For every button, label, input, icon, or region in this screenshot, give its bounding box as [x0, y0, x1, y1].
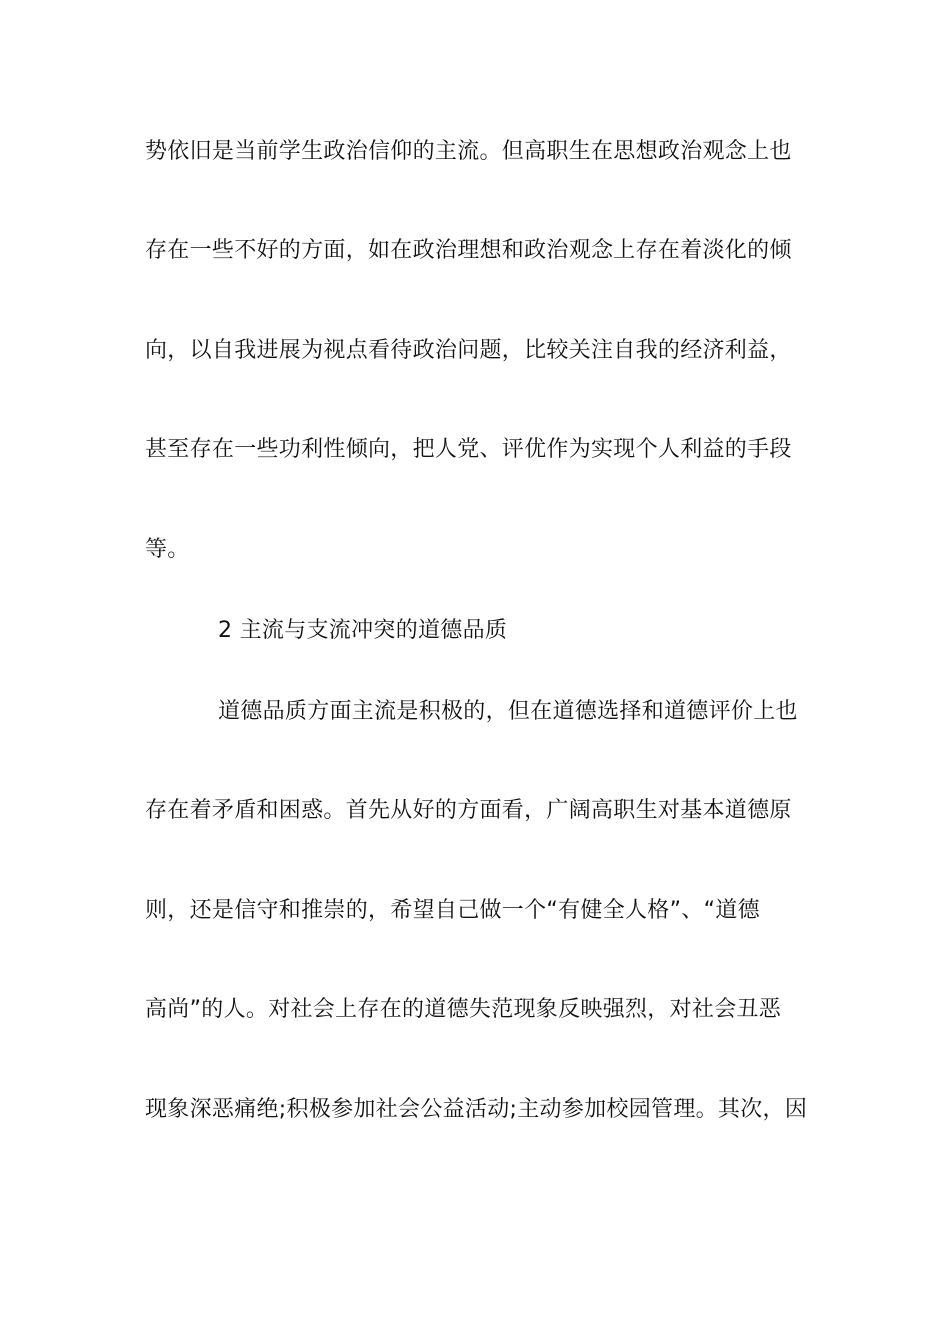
paragraph-line: 存在着矛盾和困惑。首先从好的方面看，广阔高职生对基本道德原 [145, 798, 792, 823]
paragraph-line: 甚至存在一些功利性倾向，把人党、评优作为实现个人利益的手段 [145, 437, 792, 462]
paragraph-line: 则，还是信守和推崇的，希望自己做一个“有健全人格”、“道德 [145, 898, 760, 923]
paragraph-line: 现象深恶痛绝;积极参加社会公益活动;主动参加校园管理。其次，因 [145, 1097, 808, 1122]
paragraph-line: 向，以自我进展为视点看待政治问题，比较关注自我的经济利益， [145, 338, 792, 363]
paragraph-line: 存在一些不好的方面，如在政治理想和政治观念上存在着淡化的倾 [145, 238, 792, 263]
paragraph-line: 道德品质方面主流是积极的，但在道德选择和道德评价上也 [218, 699, 798, 724]
section-heading: 2 主流与支流冲突的道德品质 [218, 618, 508, 643]
paragraph-line: 高尚”的人。对社会上存在的道德失范现象反映强烈，对社会丑恶 [145, 997, 782, 1022]
paragraph-line: 等。 [145, 537, 190, 562]
paragraph-line: 势依旧是当前学生政治信仰的主流。但高职生在思想政治观念上也 [145, 139, 792, 164]
